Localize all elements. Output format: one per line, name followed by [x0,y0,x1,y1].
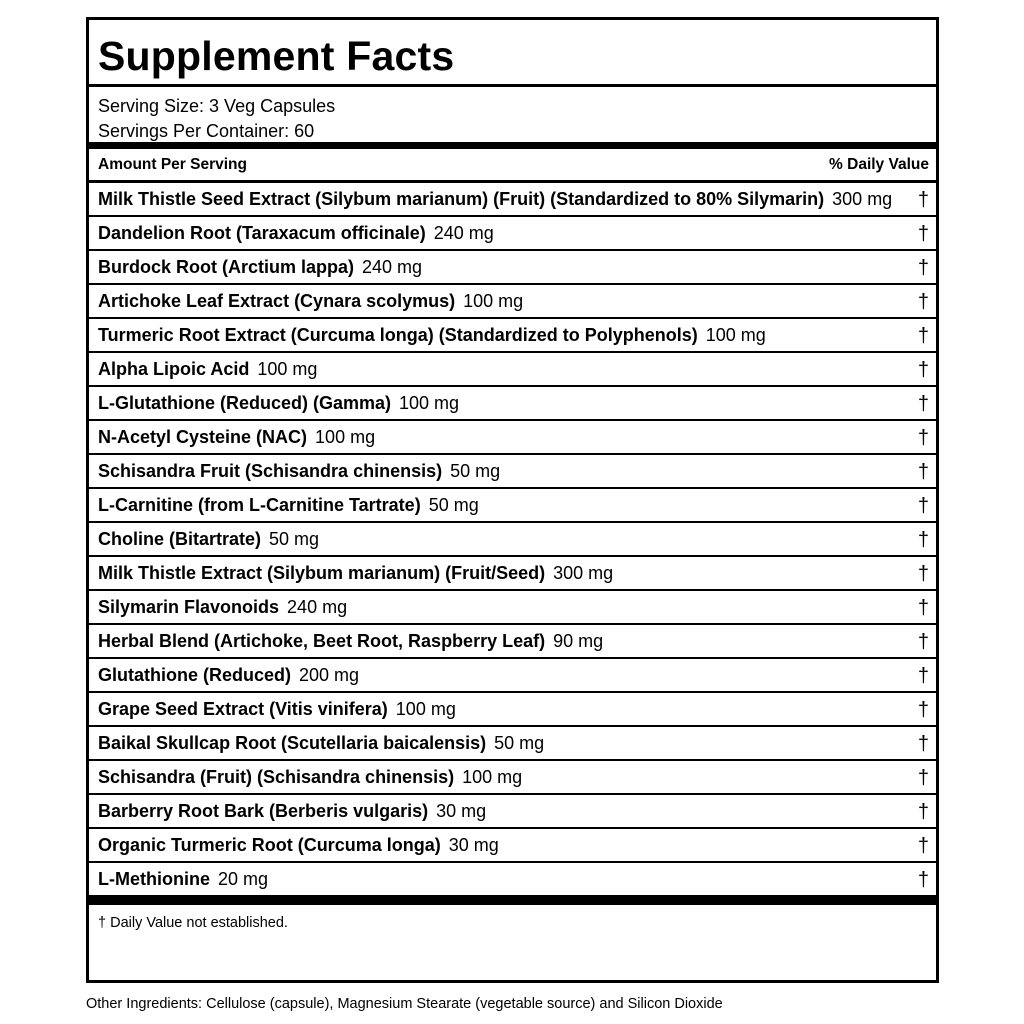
daily-value-dagger: † [917,869,929,891]
ingredient-row [89,693,936,727]
ingredient-row [89,829,936,863]
panel-title: Supplement Facts [98,33,455,79]
ingredient-row [89,455,936,489]
daily-value-dagger: † [917,665,929,687]
ingredient-name: Baikal Skullcap Root (Scutellaria baicalensis) [98,733,487,753]
ingredient-amount: 240 mg [433,223,494,243]
ingredient-name: Milk Thistle Extract (Silybum marianum) (Fruit/Seed) [98,563,546,583]
ingredient-row [89,421,936,455]
ingredient-row [89,251,936,285]
ingredient-name: Schisandra Fruit (Schisandra chinensis) [98,461,443,481]
ingredient-row [89,591,936,625]
daily-value-dagger: † [917,291,929,313]
footnote [89,905,936,931]
daily-value-dagger: † [917,767,929,789]
daily-value-dagger: † [917,427,929,449]
daily-value-dagger: † [917,325,929,347]
ingredient-row [89,183,936,217]
daily-value-dagger: † [917,597,929,619]
daily-value-label: % Daily Value [829,155,929,173]
other-ingredients: Other Ingredients: Cellulose (capsule), Magnesium Stearate (vegetable source) and Silicon Dioxide [86,996,723,1012]
ingredient-name: Silymarin Flavonoids [98,597,280,617]
ingredient-amount: 90 mg [553,631,604,651]
ingredient-row [89,217,936,251]
ingredient-amount: 300 mg [553,563,614,583]
ingredient-amount: 240 mg [362,257,423,277]
daily-value-dagger: † [917,699,929,721]
ingredient-amount: 100 mg [399,393,460,413]
ingredient-amount: 100 mg [257,359,318,379]
ingredient-table [89,183,936,905]
ingredient-name: Grape Seed Extract (Vitis vinifera) [98,699,388,719]
daily-value-dagger: † [917,393,929,415]
ingredient-row [89,761,936,795]
ingredient-name: Glutathione (Reduced) [98,665,291,685]
daily-value-dagger: † [917,563,929,585]
ingredient-name: Organic Turmeric Root (Curcuma longa) [98,835,441,855]
ingredient-row [89,285,936,319]
ingredient-name: Turmeric Root Extract (Curcuma longa) (Standardized to Polyphenols) [98,325,698,345]
amount-per-serving-label: Amount Per Serving [98,155,247,173]
ingredient-row [89,523,936,557]
ingredient-amount: 30 mg [448,835,499,855]
daily-value-dagger: † [917,223,929,245]
ingredient-name: Choline (Bitartrate) [98,529,262,549]
ingredient-amount: 200 mg [299,665,360,685]
supplement-facts-panel [86,17,939,983]
daily-value-dagger: † [917,801,929,823]
ingredient-amount: 30 mg [436,801,487,821]
ingredient-row [89,353,936,387]
ingredient-row [89,863,936,897]
ingredient-amount: 50 mg [450,461,501,481]
ingredient-amount: 100 mg [462,767,523,787]
daily-value-dagger: † [917,189,929,211]
daily-value-dagger: † [917,257,929,279]
ingredient-amount: 100 mg [395,699,456,719]
ingredient-name: Barberry Root Bark (Berberis vulgaris) [98,801,429,821]
ingredient-name: Alpha Lipoic Acid [98,359,250,379]
ingredient-amount: 50 mg [269,529,320,549]
ingredient-row [89,387,936,421]
title-block [89,20,936,87]
ingredient-row [89,795,936,829]
daily-value-dagger: † [917,461,929,483]
ingredient-row [89,319,936,353]
ingredient-amount: 50 mg [428,495,479,515]
ingredient-row [89,625,936,659]
ingredient-name: L-Methionine [98,869,210,889]
serving-size: Serving Size: 3 Veg Capsules [98,96,336,116]
ingredient-name: L-Glutathione (Reduced) (Gamma) [98,393,392,413]
daily-value-dagger: † [917,529,929,551]
daily-value-dagger: † [917,835,929,857]
daily-value-dagger: † [917,495,929,517]
ingredient-row [89,489,936,523]
daily-value-dagger: † [917,631,929,653]
ingredient-amount: 300 mg [832,189,893,209]
daily-value-dagger: † [917,359,929,381]
serving-info [89,87,936,149]
servings-per-container: Servings Per Container: 60 [98,121,315,141]
ingredient-name: Schisandra (Fruit) (Schisandra chinensis) [98,767,455,787]
ingredient-amount: 20 mg [217,869,269,889]
ingredient-name: L-Carnitine (from L-Carnitine Tartrate) [98,495,421,515]
ingredient-amount: 100 mg [315,427,376,447]
ingredient-name: Artichoke Leaf Extract (Cynara scolymus) [98,291,456,311]
ingredient-amount: 100 mg [463,291,524,311]
ingredient-name: Dandelion Root (Taraxacum officinale) [98,223,426,243]
ingredient-amount: 240 mg [287,597,348,617]
ingredient-name: N-Acetyl Cysteine (NAC) [98,427,308,447]
ingredient-amount: 50 mg [494,733,545,753]
ingredient-name: Burdock Root (Arctium lappa) [98,257,355,277]
amount-header [89,149,936,183]
ingredient-row [89,659,936,693]
ingredient-amount: 100 mg [705,325,766,345]
ingredient-name: Herbal Blend (Artichoke, Beet Root, Raspberry Leaf) [98,631,546,651]
ingredient-name: Milk Thistle Seed Extract (Silybum marianum) (Fruit) (Standardized to 80% Silymarin) [98,189,825,209]
footnote-text: † Daily Value not established. [98,915,288,931]
ingredient-row [89,557,936,591]
ingredient-row [89,727,936,761]
daily-value-dagger: † [917,733,929,755]
